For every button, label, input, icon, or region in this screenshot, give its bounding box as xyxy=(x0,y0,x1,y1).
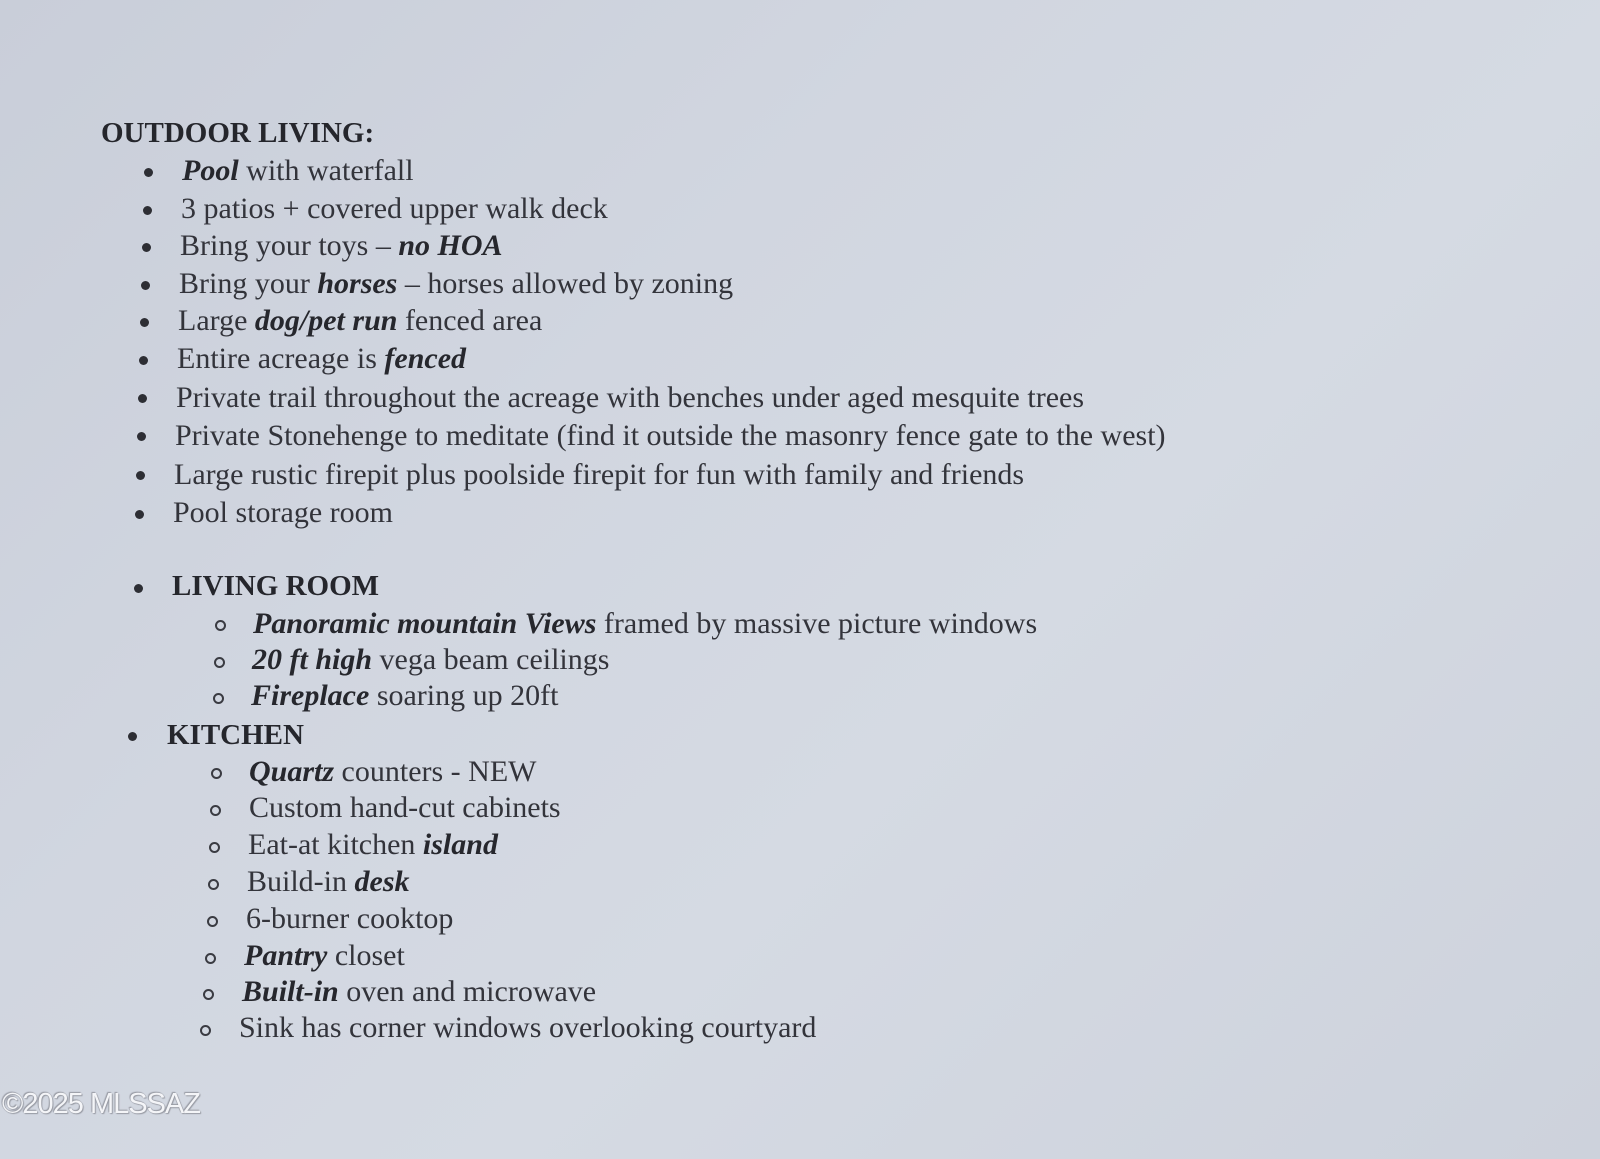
circle-bullet-icon xyxy=(215,620,226,631)
list-item: Large dog/pet run fenced area xyxy=(178,304,543,337)
list-item: Bring your toys – no HOA xyxy=(180,229,503,262)
list-item: Private Stonehenge to meditate (find it outside the masonry fence gate to the west) xyxy=(175,419,1166,452)
sub-list-item: Sink has corner windows overlooking courtyard xyxy=(239,1011,817,1044)
bullet-icon xyxy=(134,584,143,593)
bullet-icon xyxy=(135,510,144,519)
bullet-icon xyxy=(136,471,145,480)
sub-list-item: 20 ft high vega beam ceilings xyxy=(252,643,610,676)
list-item: Private trail throughout the acreage with benches under aged mesquite trees xyxy=(176,381,1084,414)
section-heading-living-room: LIVING ROOM xyxy=(172,570,380,602)
circle-bullet-icon xyxy=(214,657,225,668)
circle-bullet-icon xyxy=(205,953,216,964)
copyright-watermark: ©2025 MLSSAZ xyxy=(2,1088,200,1120)
bullet-icon xyxy=(144,168,153,177)
circle-bullet-icon xyxy=(208,879,219,890)
sub-list-item: Custom hand-cut cabinets xyxy=(249,791,561,824)
circle-bullet-icon xyxy=(209,842,220,853)
circle-bullet-icon xyxy=(207,916,218,927)
list-item: 3 patios + covered upper walk deck xyxy=(181,192,608,225)
list-item: Bring your horses – horses allowed by zoning xyxy=(179,267,734,300)
list-item: Pool with waterfall xyxy=(182,154,414,187)
list-item: Pool storage room xyxy=(173,496,393,529)
sub-list-item: Fireplace soaring up 20ft xyxy=(251,679,559,712)
sub-list-item: Pantry closet xyxy=(244,939,405,972)
list-item: Large rustic firepit plus poolside firepit for fun with family and friends xyxy=(174,458,1025,491)
sub-list-item: Panoramic mountain Views framed by massive picture windows xyxy=(253,607,1038,640)
bullet-icon xyxy=(138,394,147,403)
sub-list-item: Eat-at kitchen island xyxy=(248,828,498,861)
list-item: Entire acreage is fenced xyxy=(177,342,467,375)
sub-list-item: Quartz counters - NEW xyxy=(249,755,537,788)
bullet-icon xyxy=(142,243,151,252)
bullet-icon xyxy=(141,281,150,290)
bullet-icon xyxy=(140,318,149,327)
sub-list-item: Built-in oven and microwave xyxy=(242,975,597,1008)
sub-list-item: Build-in desk xyxy=(247,865,410,898)
sub-list-item: 6-burner cooktop xyxy=(246,902,454,935)
bullet-icon xyxy=(139,356,148,365)
section-heading-kitchen: KITCHEN xyxy=(167,719,304,751)
circle-bullet-icon xyxy=(213,693,224,704)
section-heading-outdoor-living: OUTDOOR LIVING: xyxy=(101,117,375,149)
circle-bullet-icon xyxy=(200,1025,211,1036)
bullet-icon xyxy=(143,206,152,215)
bullet-icon xyxy=(128,732,137,741)
circle-bullet-icon xyxy=(203,989,214,1000)
bullet-icon xyxy=(137,432,146,441)
circle-bullet-icon xyxy=(210,805,221,816)
circle-bullet-icon xyxy=(211,768,222,779)
